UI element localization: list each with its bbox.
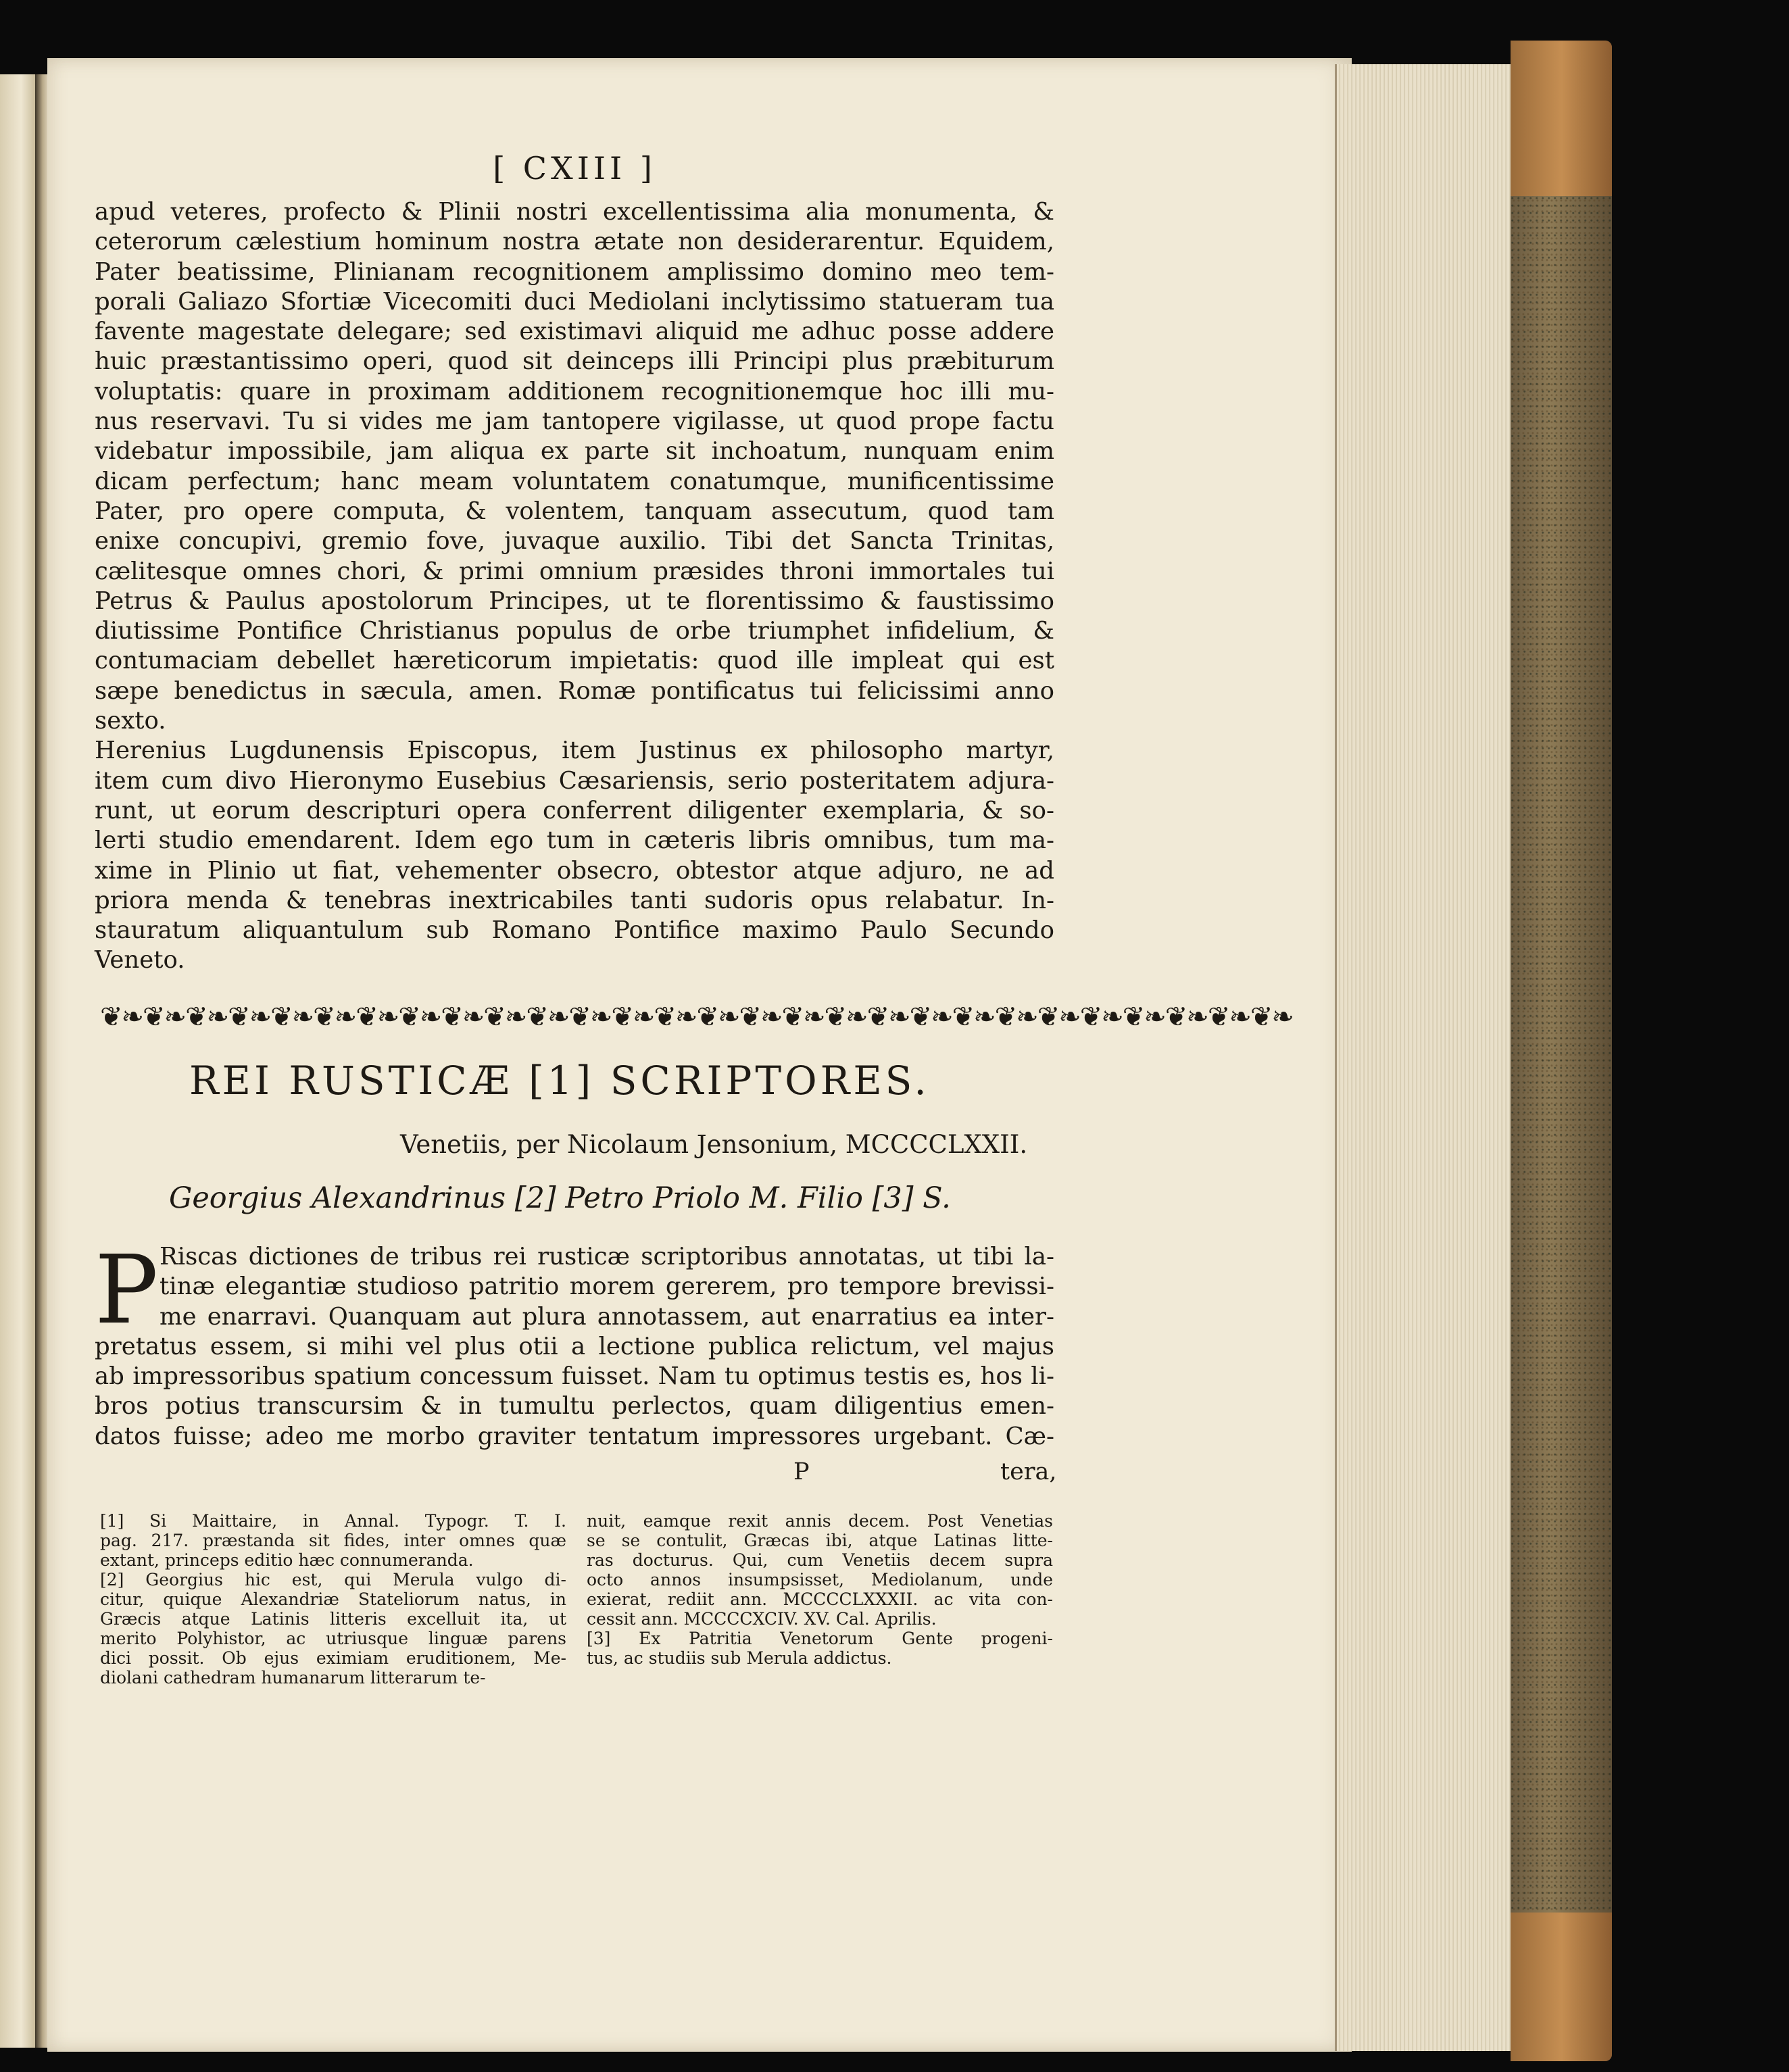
text-line: voluptatis: quare in proximam additionem recognitionemque hoc illi mu- [95, 377, 1054, 405]
text-line: porali Galiazo Sfortiæ Vicecomiti duci Mediolani inclytissimo statueram tua [95, 287, 1054, 316]
salutation: Georgius Alexandrinus [2] Petro Priolo M. Filio [3] S. [169, 1181, 951, 1215]
footnote-line: [2] Georgius hic est, qui Merula vulgo di- [100, 1570, 566, 1589]
text-line: Petrus & Paulus apostolorum Principes, ut te florentissimo & faustissimo [95, 587, 1054, 615]
text-line: apud veteres, profecto & Plinii nostri excellentissima alia monumenta, & [95, 198, 1054, 226]
text-line: lerti studio emendarent. Idem ego tum in cæteris libris omnibus, tum ma- [95, 827, 1054, 855]
footnotes-left-column [100, 1511, 566, 1687]
footnote-line: Græcis atque Latinis litteris excelluit ita, ut [100, 1609, 566, 1629]
text-line: ceterorum cælestium hominum nostra ætate non desiderarentur. Equidem, [95, 228, 1054, 256]
text-line: me enarravi. Quanquam aut plura annotassem, aut enarratius ea inter- [160, 1302, 1054, 1331]
footnote-line: tus, ac studiis sub Merula addictus. [587, 1648, 892, 1668]
text-line: xime in Plinio ut fiat, vehementer obsecro, obtestor atque adjuro, ne ad [95, 856, 1054, 885]
text-line: tinæ elegantiæ studioso patritio morem gererem, pro tempore brevissi- [160, 1273, 1054, 1301]
text-line: Pater, pro opere computa, & volentem, tanquam assecutum, quod tam [95, 497, 1054, 525]
footnote-line: exierat, rediit ann. MCCCCLXXXII. ac vita con- [587, 1589, 1053, 1609]
footnote-line: diolani cathedram humanarum litterarum te- [100, 1668, 486, 1687]
letter-text [95, 197, 1054, 976]
text-line: ab impressoribus spatium concessum fuisset. Nam tu optimus testis es, hos li- [95, 1362, 1054, 1391]
body-text [95, 1235, 1054, 1452]
footnote-line: ras docturus. Qui, cum Venetiis decem supra [587, 1550, 1053, 1570]
facing-page-edge [0, 74, 36, 2048]
text-line: priora menda & tenebras inextricabiles tanti sudoris opus relabatur. In- [95, 886, 1054, 914]
text-line: contumaciam debellet hæreticorum impietatis: quod ille impleat qui est [95, 647, 1054, 675]
book-title: REI RUSTICÆ [1] SCRIPTORES. [189, 1058, 930, 1104]
footnotes-right-column [587, 1511, 1053, 1668]
catchword: tera, [1000, 1458, 1057, 1485]
text-line: Herenius Lugdunensis Episcopus, item Justinus ex philosopho martyr, [95, 737, 1054, 765]
book-cover [1511, 41, 1612, 2061]
footnote-line: cessit ann. MCCCCXCIV. XV. Cal. Aprilis. [587, 1609, 937, 1629]
text-line: bros potius transcursim & in tumultu perlectos, quam diligentius emen- [95, 1392, 1054, 1421]
text-line: stauratum aliquantulum sub Romano Pontifice maximo Paulo Secundo [95, 916, 1054, 945]
text-line: runt, ut eorum descripturi opera conferrent diligenter exemplaria, & so- [95, 796, 1054, 824]
drop-cap: P [95, 1235, 159, 1346]
text-line: pretatus essem, si mihi vel plus otii a lectione publica relictum, vel majus [95, 1332, 1054, 1360]
footnote-line: citur, quique Alexandriæ Stateliorum natus, in [100, 1589, 566, 1609]
footnote-line: se se contulit, Græcas ibi, atque Latinas litte- [587, 1531, 1053, 1550]
text-line: datos fuisse; adeo me morbo graviter tentatum impressores urgebant. Cæ- [95, 1422, 1054, 1450]
text-line: Pater beatissime, Plinianam recognitionem amplissimo domino meo tem- [95, 257, 1054, 286]
text-line: Riscas dictiones de tribus rei rusticæ scriptoribus annotatas, ut tibi la- [160, 1243, 1054, 1271]
ornament-divider: ❦❧❦❧❦❧❦❧❦❧❦❧❦❧❦❧❦❧❦❧❦❧❦❧❦❧❦❧❦❧❦❧❦❧❦❧❦❧❦❧❦❧❦❧❦❧❦❧❦❧❦❧❦❧❦❧ [100, 1002, 1293, 1033]
text-line: cælitesque omnes chori, & primi omnium præsides throni immortales tui [95, 557, 1054, 585]
text-line: huic præstantissimo operi, quod sit deinceps illi Principi plus præbiturum [95, 347, 1054, 376]
footnote-line: nuit, eamque rexit annis decem. Post Venetias [587, 1511, 1053, 1531]
text-line: favente magestate delegare; sed existimavi aliquid me adhuc posse addere [95, 318, 1054, 346]
footnote-line: [1] Si Maittaire, in Annal. Typogr. T. I. [100, 1511, 566, 1531]
footnote-line: dici possit. Ob ejus eximiam eruditionem, Me- [100, 1648, 566, 1668]
text-line: dicam perfectum; hanc meam voluntatem conatumque, munificentissime [95, 467, 1054, 495]
cover-corner-top [1511, 41, 1612, 196]
page-block-edges [1335, 64, 1513, 2051]
footnote-line: pag. 217. præstanda sit fides, inter omnes quæ [100, 1531, 566, 1550]
footnote-line: merito Polyhistor, ac utriusque linguæ parens [100, 1629, 566, 1648]
text-line: diutissime Pontifice Christianus populus de orbe triumphet infidelium, & [95, 617, 1054, 645]
signature-mark: P [793, 1458, 810, 1485]
imprint-line: Venetiis, per Nicolaum Jensonium, MCCCCLXXII. [400, 1130, 1028, 1159]
text-line: enixe concupivi, gremio fove, juvaque auxilio. Tibi det Sancta Trinitas, [95, 527, 1054, 556]
running-head: [ CXIII ] [493, 150, 656, 187]
text-line: item cum divo Hieronymo Eusebius Cæsariensis, serio posteritatem adjura- [95, 766, 1054, 795]
text-line: videbatur impossibile, jam aliqua ex parte sit inchoatum, nunquam enim [95, 437, 1054, 466]
footnote-line: octo annos insumpsisset, Mediolanum, unde [587, 1570, 1053, 1589]
text-line: sexto. [95, 707, 166, 735]
footnote-line: [3] Ex Patritia Venetorum Gente progeni- [587, 1629, 1053, 1648]
footnote-line: extant, princeps editio hæc connumeranda. [100, 1550, 474, 1570]
cover-corner-bottom [1511, 1913, 1612, 2061]
text-line: sæpe benedictus in sæcula, amen. Romæ pontificatus tui felicissimi anno [95, 676, 1054, 705]
text-line: nus reservavi. Tu si vides me jam tantopere vigilasse, ut quod prope factu [95, 408, 1054, 436]
text-line: Veneto. [95, 946, 185, 975]
